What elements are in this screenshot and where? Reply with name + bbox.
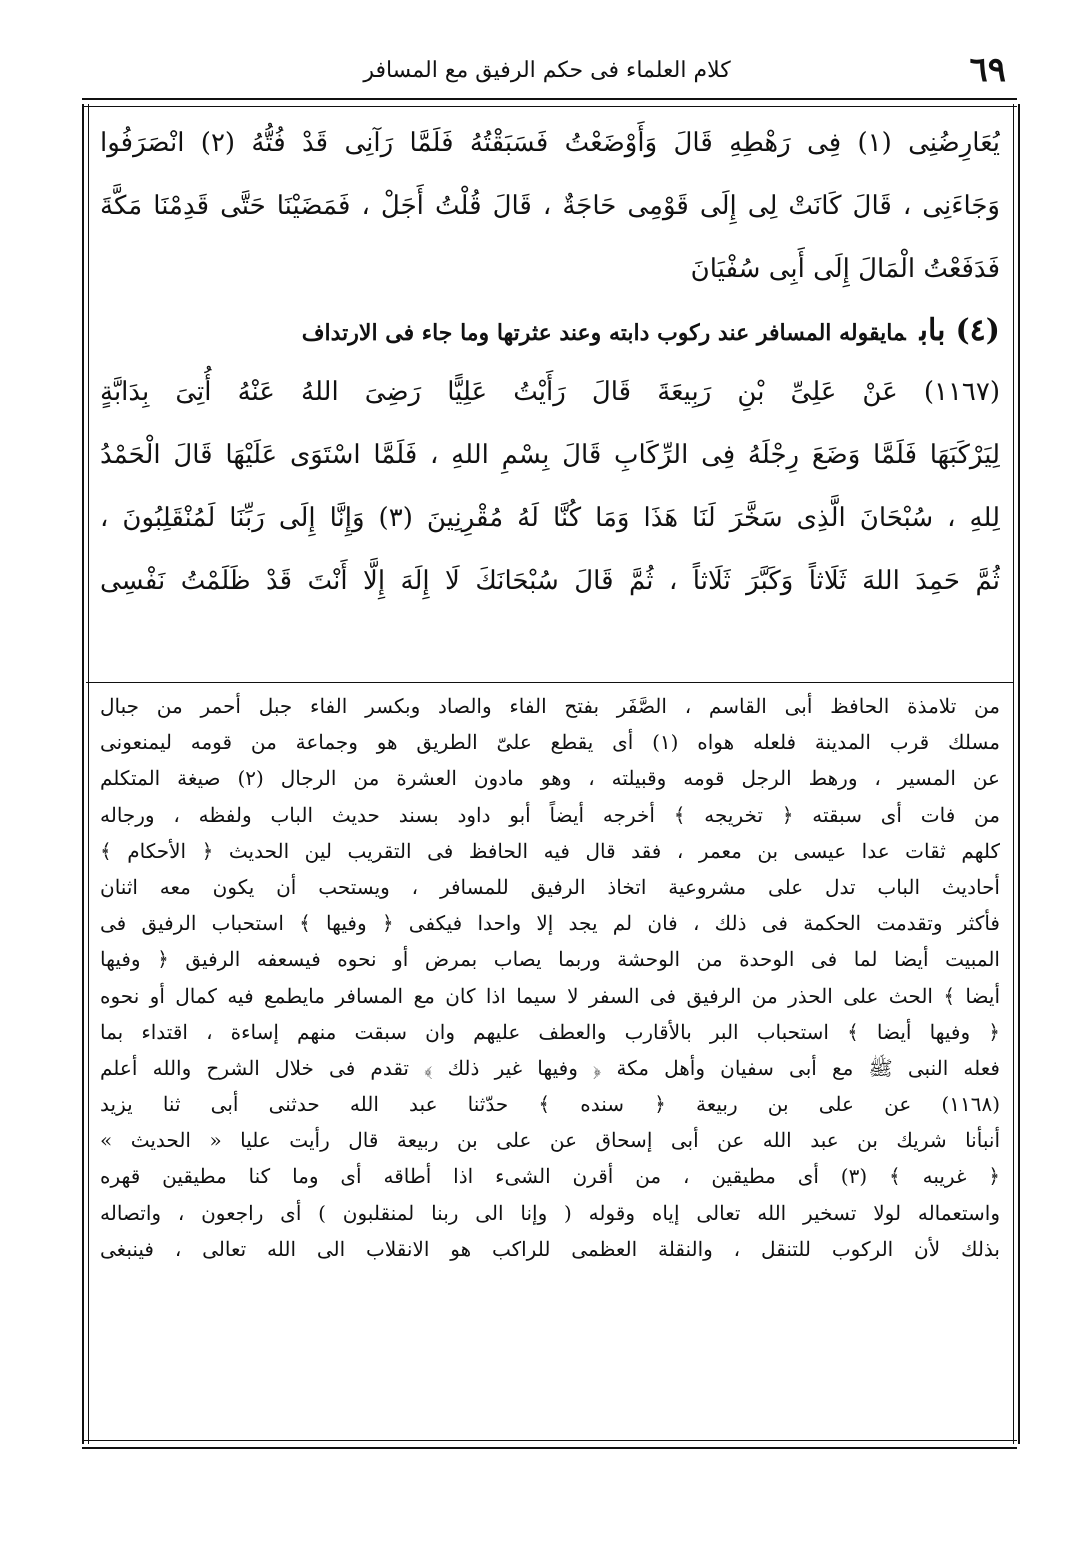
chapter-word: باب [919,313,946,348]
commentary-line: أيضا ﴾ الحث على الحذر من الرفيق فى السفر لا سيما اذا كان مع المسافر مايطمع فيه كمال أو نحوه [100,983,1000,1008]
chapter-title: مايقوله المسافر عند ركوب دابته وعند عثرتها وما جاء فى الارتداف [301,320,906,346]
hadith-line: فَدَفَعْتُ الْمَالَ إِلَى أَبِى سُفْيَانَ [690,254,1000,284]
commentary-line: ﴿ وفيها أيضا ﴾ استحباب البر بالأقارب والعطف عليهم وان سبقت منهم إساءة ، اقتداء بما [100,1019,1000,1044]
commentary-line: فعله النبى ﷺ مع أبى سفيان وأهل مكة ﴿ وفيها غير ذلك ﴾ تقدم فى خلال الشرح والله أعلم [100,1055,1000,1080]
commentary-line: كلهم ثقات عدا عيسى بن معمر ، فقد قال فيه الحافظ فى التقريب لين الحديث ﴿ الأحكام ﴾ [100,838,1000,863]
commentary-line: ﴿ غريبه ﴾ (٣) أى مطيقين ، من أقرن الشىء اذا أطاقه أى وما كنا مطيقين قهره [100,1164,1000,1189]
hadith-line: لِيَرْكَبَهَا فَلَمَّا وَضَعَ رِجْلَهُ فِى الرِّكَابِ قَالَ بِسْمِ اللهِ ، فَلَمَّا اسْتَوَى عَلَيْهَا قَالَ الْحَمْدُ [100,440,1000,470]
commentary-line: واستعماله لولا تسخير الله تعالى إياه وقوله ( وإنا الى ربنا لمنقلبون ) أى راجعون ، واتصاله [100,1200,1000,1225]
commentary-line: أحاديث الباب تدل على مشروعية اتخاذ الرفيق للمسافر ، ويستحب أن يكون معه اثنان [100,874,1000,899]
hadith-line: يُعَارِضُنِى (١) فِى رَهْطِهِ قَالَ وَأَوْضَعْتُ فَسَبَقْتُهُ فَلَمَّا رَآنِى قَدْ فُتُّهُ (٢) انْصَرَفُوا [100,128,1000,158]
hadith-line: وَجَاءَنِى ، قَالَ كَانَتْ لِى إِلَى قَوْمِى حَاجَةٌ ، قَالَ قُلْتُ أَجَلْ ، فَمَضَيْنَا حَتَّى قَدِمْنَا مَكَّةَ [100,191,1000,221]
hadith-line: لِلهِ ، سُبْحَانَ الَّذِى سَخَّرَ لَنَا هَذَا وَمَا كُنَّا لَهُ مُقْرِنِينَ (٣) وَإِنَّا إِلَى رَبِّنَا لَمُنْقَلِبُونَ ، [100,503,1000,533]
running-title: كلام العلماء فى حكم الرفيق مع المسافر [363,58,731,83]
hadith-line: (١١٦٧) عَنْ عَلِىِّ بْنِ رَبِيعَةَ قَالَ رَأَيْتُ عَلِيًّا رَضِىَ اللهُ عَنْهُ أُتِىَ بِدَابَّةٍ [100,377,1000,407]
page-header [82,50,1012,98]
commentary-line: (١١٦٨) عن على بن ربيعة ﴿ سنده ﴾ حدّثنا عبد الله حدثنى أبى ثنا يزيد [100,1092,1000,1117]
hadith-line: ثُمَّ حَمِدَ اللهَ ثَلَاثاً وَكَبَّرَ ثَلَاثاً ، ثُمَّ قَالَ سُبْحَانَكَ لَا إِلَهَ إِلَّا أَنْتَ قَدْ ظَلَمْتُ نَفْسِى [100,566,1000,596]
frame-left-border [82,104,89,1444]
page-number: ٦٩ [969,50,1006,90]
commentary-line: المبيت أيضا لما فى الوحدة من الوحشة وربما يصاب بمرض أو نحوه فيسعفه الرفيق ﴿ وفيها [100,947,1000,972]
header-double-rule [82,98,1017,107]
footer-double-rule [82,1440,1017,1449]
commentary-line: من فات أى سبقته ﴿ تخريجه ﴾ أخرجه أيضاً أبو داود بسند حديث الباب ولفظه ، ورجاله [100,802,1000,827]
commentary-divider [86,682,1013,683]
main-text-block [100,112,1000,613]
commentary-line: عن المسير ، ورهط الرجل قومه وقبيلته ، وهو مادون العشرة من الرجال (٢) صيغة المتكلم [100,766,1000,791]
commentary-line: أنبأنا شريك بن عبد الله عن أبى إسحاق عن على بن ربيعة قال رأيت عليا « الحديث » [100,1128,1000,1153]
frame-right-border [1013,104,1020,1444]
commentary-block [100,688,1000,1267]
chapter-number: (٤) [955,313,1000,348]
chapter-heading [100,301,1000,361]
commentary-line: من تلامذة الحافظ أبى القاسم ، الصَّفَر بفتح الفاء والصاد وبكسر الفاء جبل أحمر من جبال [100,694,1000,718]
commentary-line: فأكثر وتقدمت الحكمة فى ذلك ، فان لم يجد إلا واحدا فيكفى ﴿ وفيها ﴾ استحباب الرفيق فى [100,911,1000,936]
commentary-line: مسلك قرب المدينة فلعله هواه (١) أى يقطع علىّ الطريق هو وجماعة من قومه ليمنعونى [100,730,1000,755]
commentary-line: بذلك لأن الركوب للتنقل ، والنقلة العظمى للراكب هو الانقلاب الى الله تعالى ، فينبغى [100,1236,1000,1261]
